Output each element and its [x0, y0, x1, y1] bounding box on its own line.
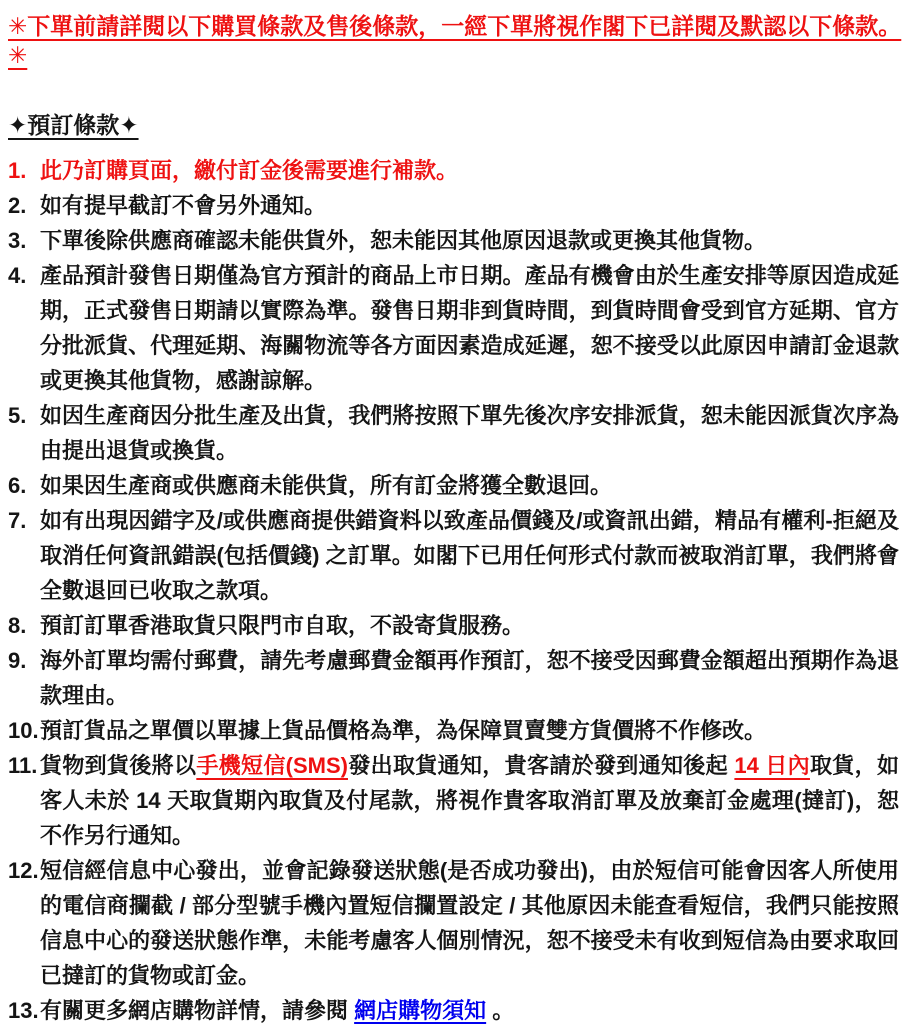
term-item-6 [8, 468, 899, 503]
term-number: 11. [8, 753, 38, 779]
term-item-11 [8, 748, 899, 853]
term-item-9 [8, 643, 899, 713]
term-number: 12. [8, 858, 39, 884]
term-item-2 [8, 188, 899, 223]
term-item-7 [8, 503, 899, 608]
term-text: 貨物到貨後將以 [40, 753, 197, 779]
term-number: 5. [8, 403, 27, 429]
term-text: 。 [486, 998, 515, 1024]
term-number: 8. [8, 613, 27, 639]
term-text: 下單後除供應商確認未能供貨外，恕未能因其他原因退款或更換其他貨物。 [40, 228, 767, 254]
term-item-1 [8, 153, 899, 188]
term-number: 10. [8, 718, 39, 744]
term-number: 9. [8, 648, 27, 674]
term-number: 6. [8, 473, 27, 499]
term-text: 海外訂單均需付郵費，請先考慮郵費金額再作預訂，恕不接受因郵費金額超出預期作為退款理由。 [40, 648, 899, 709]
term-text: 產品預計發售日期僅為官方預計的商品上市日期。產品有機會由於生產安排等原因造成延期，正式發售日期請以實際為準。發售日期非到貨時間，到貨時間會受到官方延期、官方分批派貨、代理延期、海關物流等各方面因素造成延遲，恕不接受以此原因申請訂金退款或更換其他貨物，感謝諒解。 [40, 263, 899, 394]
term-number: 4. [8, 263, 27, 289]
term-item-12 [8, 853, 899, 993]
shop-guide-link[interactable]: 網店購物須知 [354, 998, 487, 1024]
notice-banner: ✳下單前請詳閱以下購買條款及售後條款，一經下單將視作閣下已詳閱及默認以下條款。✳ [8, 13, 902, 68]
term-text-red-underline: 14 日內 [734, 753, 810, 779]
term-number: 13. [8, 998, 39, 1024]
term-number: 3. [8, 228, 27, 254]
term-text: 有關更多網店購物詳情，請參閱 [40, 998, 355, 1024]
term-text: 預訂貨品之單價以單據上貨品價格為準，為保障買賣雙方貨價將不作修改。 [40, 718, 767, 744]
term-number: 1. [8, 158, 27, 184]
terms-list [0, 153, 913, 1028]
section-heading: ✦預訂條款✦ [8, 111, 139, 138]
term-text: 如有出現因錯字及/或供應商提供錯資料以致產品價錢及/或資訊出錯，精品有權利-拒絕及取消任何資訊錯誤(包括價錢) 之訂單。如閣下已用任何形式付款而被取消訂單，我們將會全數退回已收取之款項。 [40, 508, 899, 604]
term-item-10 [8, 713, 899, 748]
term-item-13 [8, 993, 899, 1028]
term-item-8 [8, 608, 899, 643]
term-text: 預訂訂單香港取貨只限門市自取，不設寄貨服務。 [40, 613, 525, 639]
term-number: 2. [8, 193, 27, 219]
term-text-red: 此乃訂購頁面，繳付訂金後需要進行補款。 [40, 158, 459, 184]
terms-document [0, 12, 913, 1024]
term-text: 取貨，如客人未於 14 天取貨期內取貨及付尾款，將視作貴客取消訂單及放棄訂金處理(撻訂)，恕不作另行通知。 [40, 753, 899, 849]
term-text-red-underline: 手機短信(SMS) [196, 753, 348, 779]
term-text: 如果因生產商或供應商未能供貨，所有訂金將獲全數退回。 [40, 473, 613, 499]
term-item-4 [8, 258, 899, 398]
term-text: 發出取貨通知，貴客請於發到通知後起 [347, 753, 735, 779]
term-text: 短信經信息中心發出，並會記錄發送狀態(是否成功發出)，由於短信可能會因客人所使用的電信商攔截 / 部分型號手機內置短信攔置設定 / 其他原因未能查看短信，我們只能按照信息中心的發送狀態作準，未能考慮客人個別情況，恕不接受未有收到短信為由要求取回已撻訂的貨物或訂金。 [40, 858, 899, 989]
term-item-3 [8, 223, 899, 258]
term-number: 7. [8, 508, 27, 534]
term-text: 如因生產商因分批生產及出貨，我們將按照下單先後次序安排派貨，恕未能因派貨次序為由提出退貨或換貨。 [40, 403, 899, 464]
term-text: 如有提早截訂不會另外通知。 [40, 193, 327, 219]
term-item-5 [8, 398, 899, 468]
